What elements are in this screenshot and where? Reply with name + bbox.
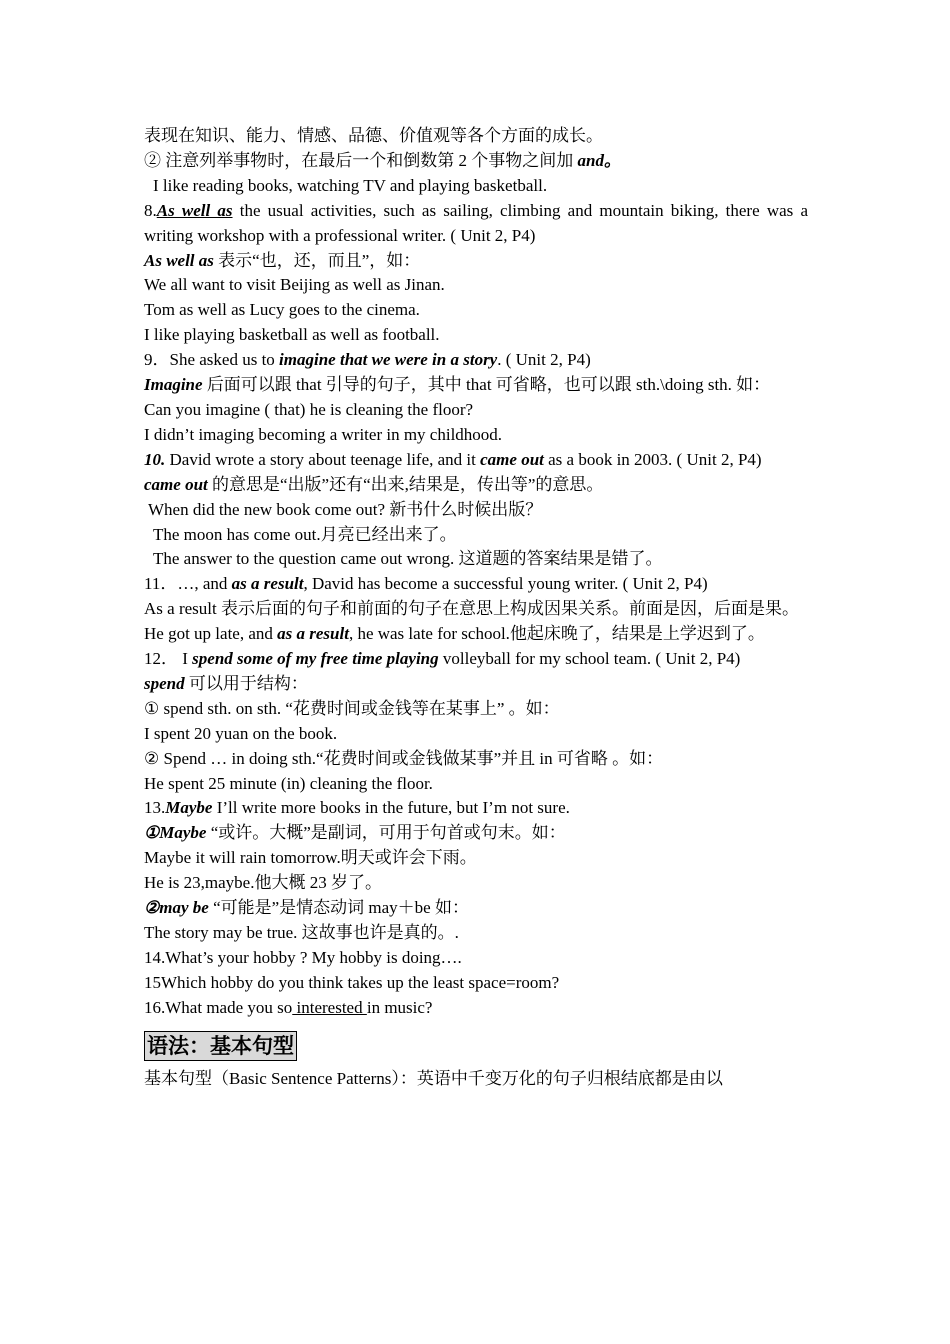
text-line [144,373,808,398]
key-phrase: came out [144,474,208,494]
key-phrase: As well as [156,200,233,220]
key-phrase: spend [144,673,185,693]
item-12 [144,647,808,672]
text-line [144,249,808,274]
text-span: the usual activities, such as sailing, climbing and mountain biking, there was a writing workshop with a professional writer. ( Unit 2, P4) [144,200,808,245]
text-line [144,149,808,174]
text-span: 11．…, and [144,574,232,594]
example-sentence: I like playing basketball as well as football. [144,325,440,345]
document-page [144,124,808,1092]
example-sentence: Maybe it will rain tomorrow.明天或许会下雨。 [144,848,477,868]
example-sentence: I spent 20 yuan on the book. [144,723,338,743]
text-span: . ( Unit 2, P4) [497,350,591,370]
example-sentence: He spent 25 minute (in) cleaning the floor. [144,773,433,793]
text-span: as a book in 2003. ( Unit 2, P4) [543,449,762,469]
text-span: in music? [366,997,433,1017]
example-sentence: The moon has come out.月亮已经出来了。 [153,524,457,544]
text-span: “可能是”是情态动词 may＋be 如： [208,898,469,918]
example-sentence: I didn’t imaging becoming a writer in my childhood. [144,424,503,444]
text-line: 基本句型（Basic Sentence Patterns）：英语中千变万化的句子归根结底都是由以 [144,1068,723,1088]
text-span: 可以用于结构： [184,673,308,693]
example-sentence: Tom as well as Lucy goes to the cinema. [144,300,420,320]
text-span: 9．She asked us to [144,350,280,370]
item-16 [144,996,808,1021]
key-phrase: As well as [144,250,214,270]
item-13 [144,796,808,821]
text-span: volleyball for my school team. ( Unit 2, P4) [438,649,741,669]
text-line [144,821,808,846]
item-number: 10. [144,449,166,469]
key-phrase: Imagine [144,375,203,395]
item-number: 13. [144,798,166,818]
example-sentence: We all want to visit Beijing as well as Jinan. [144,275,445,295]
text-span: “或许。大概”是副词，可用于句首或句末。如： [206,823,566,843]
key-phrase: as a result [231,574,304,594]
text-span: He got up late, and [144,624,278,644]
item-10 [144,448,808,473]
example-sentence: The answer to the question came out wrong. 这道题的答案结果是错了。 [153,549,663,569]
text-span: , David has become a successful young writer. ( Unit 2, P4) [303,574,708,594]
text-span: 12． I [144,649,193,669]
example-sentence: When did the new book come out? 新书什么时候出版？ [148,499,543,519]
text-line: ① spend sth. on sth. “花费时间或金钱等在某事上” 。如： [144,698,560,718]
emphasis: and。 [577,150,621,170]
text-span: ② 注意列举事物时，在最后一个和倒数第 2 个事物之间加 [144,150,578,170]
text-span: I’ll write more books in the future, but I’m not sure. [212,798,570,818]
key-phrase: imagine that we were in a story [279,350,498,370]
text-span: 后面可以跟 that 引导的句子，其中 that 可省略，也可以跟 sth.\doing sth. 如： [202,375,771,395]
item-11 [144,572,808,597]
key-phrase: ②may be [144,898,209,918]
section-heading: 语法：基本句型 [144,1031,297,1061]
text-line: 表现在知识、能力、情感、品德、价值观等各个方面的成长。 [144,126,603,145]
text-span: , he was late for school.他起床晚了，结果是上学迟到了。 [348,624,765,644]
example-sentence: The story may be true. 这故事也许是真的。. [144,923,459,942]
item-15: 15Which hobby do you think takes up the least space=room? [144,972,560,992]
text-span: David wrote a story about teenage life, and it [165,449,481,469]
item-8 [144,199,808,249]
key-phrase: as a result [277,624,349,644]
example-sentence [144,622,808,647]
text-line: ② Spend … in doing sth.“花费时间或金钱做某事”并且 in 可省略 。如： [144,748,664,768]
item-14: 14.What’s your hobby ? My hobby is doing…. [144,947,462,967]
example-sentence: Can you imagine ( that) he is cleaning the floor? [144,399,474,419]
item-number: 8. [144,200,157,220]
text-span: 16.What made you so [144,997,293,1017]
item-9 [144,348,808,373]
key-phrase: ①Maybe [144,823,207,843]
text-span: 的意思是“出版”还有“出来,结果是，传出等”的意思。 [207,474,604,494]
text-line [144,672,808,697]
text-line [144,473,808,498]
example-sentence: He is 23,maybe.他大概 23 岁了。 [144,873,382,893]
text-line: As a result 表示后面的句子和前面的句子在意思上构成因果关系。前面是因，后面是果。 [144,599,799,619]
key-phrase: spend some of my free time playing [192,649,439,669]
key-phrase: came out [480,449,544,469]
text-line [144,896,808,921]
example-sentence: I like reading books, watching TV and playing basketball. [153,175,548,195]
text-span: 表示“也，还，而且”，如： [213,250,421,270]
key-phrase: Maybe [165,798,213,818]
underlined-word: interested [292,997,367,1017]
